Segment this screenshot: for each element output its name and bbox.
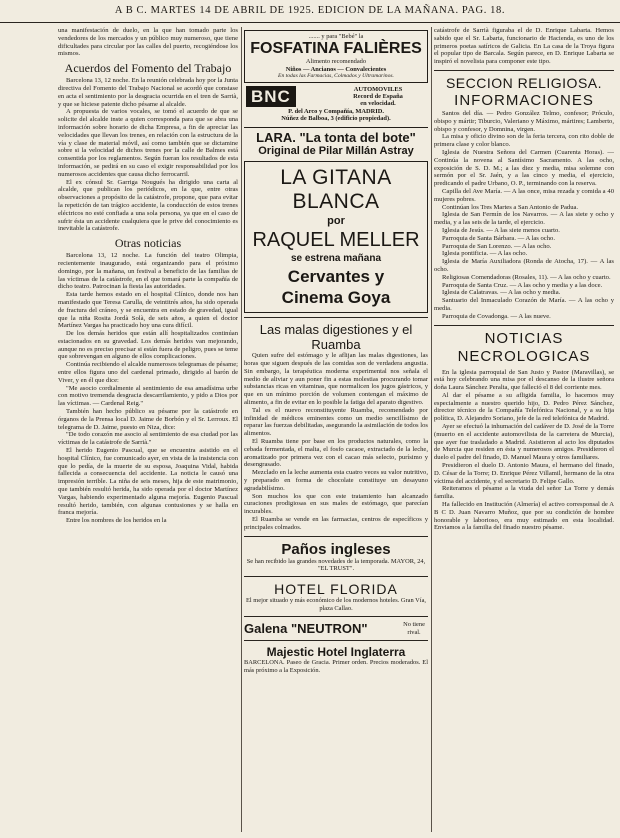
necro-item: Ha fallecido en Institución (Almería) el activo corresponsal de A B C D. Juan Navarro Muñoz, que por su condición de hombre honorable y laborioso, era muy estimado en esta localidad. Enviamos a la familia del finado nuestro pésame. bbox=[434, 501, 614, 532]
religiosa-item: Santuario del Inmaculado Corazón de María. — A las ocho y media. bbox=[434, 297, 614, 312]
ruamba-paragraph: Quien sufre del estómago y le aflijan las malas digestiones, las horas que siguen después de las comidas son de verdadera angustia. Sin embargo, la terapéutica moderna experimental nos señala el medio de aliviar y aun poner fin a estas molestias procurando tomar substancias ricas en vitaminas, que normalicen los jugos gástricos, y que en un mínimo porción de volumen contengan el máximo de alimento, a fin de evitar en lo posible la fatiga del aparato digestivo. bbox=[244, 352, 428, 406]
seccion-title: SECCION RELIGIOSA. bbox=[445, 74, 603, 91]
column-rule bbox=[431, 27, 432, 832]
religiosa-item: Iglesia de San Fermín de los Navarros. — A las siete y ocho y media, y a las seis de la tarde, el ejercicio. bbox=[434, 211, 614, 227]
otras-paragraph: Barcelona 13, 12 noche. La función del teatro Olimpia, recientemente inaugurado, está organizando para el próximo domingo, por la mañana, un festival a beneficio de las familias de las víctimas de la catástrofe, en el que tomará parte la compañía de dicho teatro. Patrocinan la fiesta las autoridades. bbox=[58, 252, 238, 291]
gitana-estrena: se estrena mañana bbox=[290, 253, 382, 265]
bnc-tagline-line: en velocidad. bbox=[360, 100, 396, 108]
otras-quote: "De todo corazón me asocio al sentimiento de esa ciudad por las víctimas de la catástrofe de Sarrià." bbox=[58, 431, 238, 447]
necro-item: Reiteramos el pésame a la viuda del señor La Torre y demás familia. bbox=[434, 485, 614, 501]
fosfatina-brand: FOSFATINA FALIÈRES bbox=[250, 40, 422, 58]
ruamba-paragraph: El Ruamba tiene por base en los productos naturales, como la cebada fermentada, el malta, el fosfo cacaoe, extractado de la leche, aromatizado por primera vez con el cacao más selecto, purísimo y desengrasado. bbox=[244, 437, 428, 469]
lara-ad bbox=[244, 131, 428, 158]
otras-paragraph: El herido Eugenio Pascual, que se encuentra asistido en el hospital Clínico, fue comunicado ayer, en vista de la insistencia con que lo pedía, de la muerte de su esposa, Joaquina Vidal, habida fallecida a consecuencia del accidente. La noticia le causó una impresión terrible. La niña de seis meses, hija de este matrimonio, que también resultó herida, ha sido operada por el doctor Martínez Vargas, habiendo experimentado alguna mejoría. Eugenio Pascual resultó herido, también, con algunas contusiones y se halla en franca mejoría. bbox=[58, 447, 238, 517]
page-header: A B C. MARTES 14 DE ABRIL DE 1925. EDICION DE LA MAÑANA. PAG. 18. bbox=[0, 0, 620, 23]
column-rule bbox=[241, 27, 242, 832]
religiosa-item: Religiosas Comendadoras (Rosales, 11). — A las ocho y cuarto. bbox=[442, 273, 611, 281]
religiosa-list bbox=[434, 110, 614, 321]
fomento-paragraph: El ex cónsul Sr. Garriga Nougués ha dirigido una carta al alcalde, que publican los periódicos, en la que, entre otras observaciones a propósito de la catástrofe, propone, que para evitar la repetición de tan trágico accidente, la conducción de estos trenes eléctricos no esté confiada a una sola persona, ya que en el caso de sufrir ésta un accidente cualquiera que le prive del conocimiento es inevitable la catástrofe. bbox=[58, 178, 238, 233]
fosfatina-top: ....... y para "Bebé" la bbox=[308, 33, 364, 40]
otras-paragraph: De los demás heridos que están allí hospitalizados continúan estacionados en su gravedad. Los demás heridos van mejorando, aunque no es preciso precisar si están fuera de peligro, pues se teme que sobrevengan en alguno de ellos complicaciones. bbox=[58, 330, 238, 361]
religiosa-item: Iglesia de María Auxiliadora (Ronda de Atocha, 17). — A las ocho. bbox=[434, 258, 614, 273]
ruamba-paragraph: Mezclado en la leche aumenta esta cuatro veces su valor nutritivo, y preparado en forma de chocolate constituye un desayuno agradabilísimo. bbox=[244, 469, 428, 492]
galena-side: No tiene rival. bbox=[403, 621, 425, 636]
rule bbox=[434, 325, 614, 326]
gitana-artist: RAQUEL MELLER bbox=[252, 229, 420, 252]
rule bbox=[244, 317, 428, 318]
necro-list bbox=[434, 369, 614, 533]
religiosa-item: Iglesia de Jesús. — A las siete menos cuarto. bbox=[442, 226, 560, 234]
galena-title: Galena "NEUTRON" bbox=[244, 621, 368, 637]
bnc-tagline-line: AUTOMOVILES bbox=[353, 86, 403, 94]
ruamba-paragraph: El Ruamba se vende en las farmacias, centros de específicos y principales colmados. bbox=[244, 515, 428, 531]
rule bbox=[244, 536, 428, 537]
florida-title: HOTEL FLORIDA bbox=[274, 581, 398, 598]
otras-paragraph: También han hecho público su pésame por la catástrofe en órganos de la Prensa local D. Jaime de Borbón y el Sr. Lerroux. El telegrama de D. Jaime, puesto en Niza, dice: bbox=[58, 408, 238, 431]
fosfatina-ad bbox=[244, 30, 428, 83]
necro-item: Al dar el pésame a su afligida familia, lo hacemos muy especialmente a nuestro querido hijo, D. Pedro Pérez Sánchez, director técnico de la Compañía Telefónica Nacional, y a su hija política, D. Alejandro Soriano, jefe de la red telefónica de Madrid. bbox=[434, 391, 614, 423]
religiosa-item: La misa y oficio divino son de la feria tercera, con rito doble de primera clase y color blanco. bbox=[434, 133, 614, 149]
otras-paragraph: Continúa recibiendo el alcalde numerosos telegramas de pésame; entre ellos figura uno del cardenal primado, dirigido al barón de Viver, y en él que dice: bbox=[58, 361, 238, 384]
religiosa-item: Continúan los Tres Martes a San Antonio de Padua. bbox=[442, 203, 579, 211]
panos-title: Paños ingleses bbox=[281, 540, 391, 558]
necro-item: Presidieron el duelo D. Antonio Maura, el hermano del finado, D. César de la Torre; D. Enrique Pérez Villamil, hermano de la otra víctima del accidente, y el secretario D. Felipe Gallo. bbox=[434, 462, 614, 485]
fosfatina-line: En todas las Farmacias, Colmados y Ultramarinos. bbox=[278, 73, 394, 80]
ruamba-paragraph: Son muchos los que con este tratamiento han alcanzado curaciones prodigiosas en sus males de estómago, que parecían incurables. bbox=[244, 492, 428, 516]
fomento-paragraph: A propuesta de varios vocales, se tomó el acuerdo de que se solicite del alcalde inste a quien corresponda para que se abra una información sobre horario de dicha Empresa, a fin de apreciar las velocidades que llevan los trenes, en relación con la estructura de la vía y clase de material móvil, así como también que se dictamine sobre si la velocidad de dichos trenes por la calle de Balmes está consentida por los reglamentos. Según fueran los resultados de esta información, se pedirá en su caso el exigir responsabilidad por los numerosos accidentes que causa dicho ferrocarril. bbox=[58, 108, 238, 178]
bnc-address: Núñez de Balboa, 3 (edificio propiedad). bbox=[281, 115, 391, 123]
majestic-title: Majestic Hotel Inglaterra bbox=[266, 645, 406, 660]
religiosa-item: Parroquia de San Lorenzo. — A las ocho. bbox=[442, 242, 552, 250]
majestic-ad bbox=[244, 645, 428, 674]
article-intro: catástrofe de Sarrià figuraba el de D. Enrique Labarta. Hemos sabido que el Sr. Labarta, funcionario de Hacienda, es uno de los primeros poetas satíricos de Galicia. En La casa de la Troya figura el popular tipo de Barcala. Según parece, en D. Enrique Labarta se inspiró el novelista para componer este tipo. bbox=[434, 27, 614, 66]
ad-rule bbox=[244, 127, 428, 128]
informaciones-title: INFORMACIONES bbox=[454, 91, 594, 109]
otras-quote: "Me asocio cordialmente al sentimiento de esa amadísima urbe con motivo tremenda desgracia descarrilamiento, y pido a Dios por las víctimas. — Cardenal Reig." bbox=[58, 384, 238, 408]
religiosa-item: Iglesia pontificia. — A las ocho. bbox=[442, 250, 528, 258]
florida-text: El mejor situado y más económico de los modernos hoteles. Gran Vía, plaza Callao. bbox=[245, 597, 427, 612]
religiosa-item: Parroquia de Santa Cruz. — A las ocho y media y a las doce. bbox=[442, 281, 603, 289]
lara-subtitle: Original de Pilar Millán Astray bbox=[258, 145, 414, 158]
galena-ad bbox=[244, 621, 428, 636]
rule bbox=[244, 640, 428, 641]
panos-text: Se han recibido las grandes novedades de la temporada. MAYOR, 24, "EL TRUST". bbox=[246, 557, 426, 572]
panos-ad bbox=[244, 541, 428, 573]
ruamba-paragraph: Tal es el nuevo reconstituyente Ruamba, recomendado por infinidad de médicos eminentes como un medio sencillísimo de reparar las fuerzas debilitadas, asegurando la asimilación de todos los alimentos. bbox=[244, 406, 428, 438]
religiosa-item: Iglesia de Nuestra Señora del Carmen (Cuarenta Horas). — Continúa la novena al Santísimo Sacramento. A las ocho, exposición de S. D. M.; a las diez y media, misa solemne con sermón por el Sr. Jaén, y a las cinco y media, el ejercicio, predicando el padre Urbano, O. P., terminando con la reserva. bbox=[434, 148, 614, 188]
religiosa-item: Parroquia de Covadonga. — A las nueve. bbox=[442, 312, 551, 320]
fosfatina-line: Niños — Ancianos — Convalecientes bbox=[285, 65, 387, 73]
column-3 bbox=[434, 27, 614, 832]
religiosa-item: Parroquia de Santa Bárbara. — A las ocho. bbox=[442, 234, 555, 242]
religiosa-item: Santos del día. — Pedro González Telmo, confesor; Próculo, obispo y mártir; Tiburcio, Valeriano y Máximo, mártires; Lamberto, obispo y confesor, y Domnina, virgen. bbox=[434, 109, 614, 133]
otras-paragraph: Entre los nombres de los heridos en la bbox=[66, 517, 167, 525]
gitana-theater: Cinema Goya bbox=[281, 288, 391, 308]
column-1 bbox=[58, 27, 238, 832]
fosfatina-line: Alimento recomendado bbox=[305, 58, 367, 66]
rule bbox=[244, 576, 428, 577]
bnc-tagline-line: Record de España bbox=[353, 93, 403, 101]
necro-item: En la iglesia parroquial de San Justo y Pastor (Maravillas), se está hoy celebrando una misa por el descanso de la ilustre señora doña Laura Sánchez Peralta, que falleció el 8 del corriente mes. bbox=[434, 368, 614, 392]
bnc-tagline bbox=[330, 86, 426, 107]
necro-item: Ayer se efectuó la inhumación del cadáver de D. José de la Torre (muerto en el accidente automovilista de la carretera de Murcia), que ayer fue trasladado a Madrid. Asistieron al acto los diputados de Murcia que residen en ésta y numerosos amigos. Presidieron el duelo el padre del finado, D. Manuel Maura y otros familiares. bbox=[434, 423, 614, 462]
bnc-logo: BNC bbox=[246, 86, 296, 107]
gitana-title: LA GITANA BLANCA bbox=[280, 166, 392, 214]
gitana-por: por bbox=[327, 215, 345, 228]
gitana-theater: Cervantes y bbox=[287, 267, 385, 287]
rule bbox=[244, 616, 428, 617]
article-intro: una manifestación de duelo, en la que han tomado parte los vendedores de los mercados y un público muy numeroso, que tiene dificultades para circular por las calles del puerto, recogiéndose los mismos. bbox=[58, 27, 238, 58]
bnc-address: P. del Arco y Compañía, MADRID. bbox=[288, 108, 384, 116]
bnc-ad bbox=[244, 86, 428, 124]
lara-title: LARA. "La tonta del bote" bbox=[256, 130, 416, 146]
religiosa-item: Iglesia de Calatravas. — A las ocho y media. bbox=[442, 289, 561, 297]
otras-title: Otras noticias bbox=[114, 236, 182, 251]
fomento-title: Acuerdos del Fomento del Trabajo bbox=[64, 61, 232, 76]
column-2 bbox=[244, 27, 428, 832]
gitana-ad bbox=[244, 161, 428, 313]
noticias-title: NOTICIAS NECROLOGICAS bbox=[457, 329, 591, 365]
majestic-text: BARCELONA. Paseo de Gracia. Primer orden. Precios moderados. El más próximo a la Exposición. bbox=[244, 659, 428, 674]
fomento-paragraph: Barcelona 13, 12 noche. En la reunión celebrada hoy por la Junta directiva del Fomento del Trabajo Nacional se acordó que constase en acta el sentimiento por la desgracia ocurrida en el tren de Sarrià, y que se hiciese patente dicho pésame al alcalde. bbox=[58, 77, 238, 108]
ruamba-title: Las malas digestiones y el Ruamba bbox=[259, 322, 413, 353]
rule bbox=[434, 70, 614, 71]
otras-paragraph: Esta tarde hemos estado en el hospital Clínico, donde nos han manifestado que Teresa Carulla, de veintitrés años, ha sido operada de fractura del cráneo, y se encuentra en estado de gravedad, igual que la niña Rosita Jordà Solà, de seis años, a quien el doctor Martínez Vargas ha practicado hoy una cura difícil. bbox=[58, 291, 238, 330]
florida-ad bbox=[244, 581, 428, 612]
religiosa-item: Capilla del Ave María. — A las once, misa rezada y comida a 40 mujeres pobres. bbox=[434, 187, 614, 203]
